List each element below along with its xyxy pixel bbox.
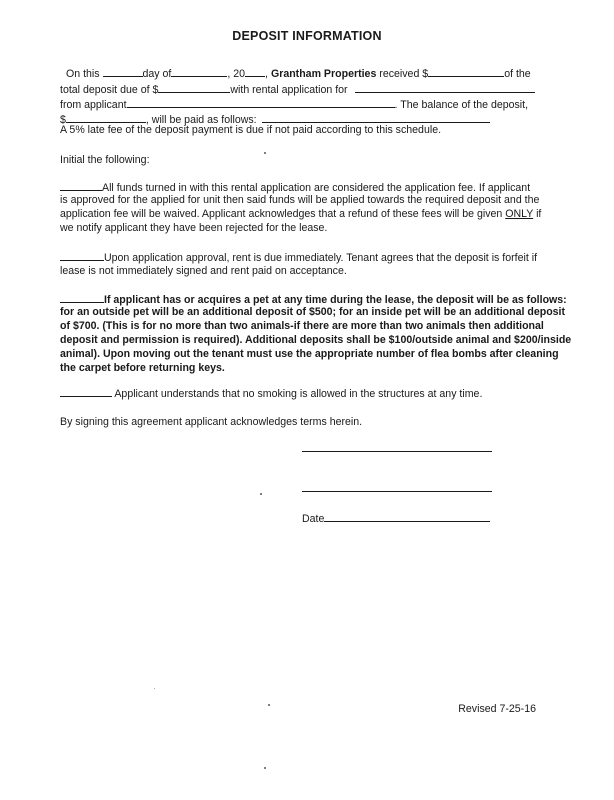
- total-deposit-blank[interactable]: [158, 82, 230, 93]
- payment-schedule-blank[interactable]: [262, 112, 490, 123]
- applicant-name-blank[interactable]: [127, 97, 395, 108]
- intro-line-1: On this day of , 20 , Grantham Properties received $ of the: [66, 68, 531, 80]
- clause-1-initial-blank[interactable]: [60, 180, 102, 191]
- received-amount-blank[interactable]: [428, 66, 504, 77]
- signing-acknowledgement: By signing this agreement applicant acknowledges terms herein.: [60, 416, 363, 428]
- only-emphasis: ONLY: [505, 208, 534, 220]
- late-fee-line: A 5% late fee of the deposit payment is due if not paid according to this schedule.: [60, 124, 442, 136]
- signature-line-1[interactable]: [302, 451, 492, 452]
- clause-3-line-4: deposit and permission is required). Additional deposits shall be $100/outside animal and $200/inside: [60, 334, 572, 346]
- scan-speck: [268, 704, 270, 706]
- balance-amount-blank[interactable]: [66, 112, 146, 123]
- year-blank[interactable]: [245, 66, 265, 77]
- document-title: DEPOSIT INFORMATION: [232, 29, 382, 43]
- intro-line-2: total deposit due of $ with rental application for: [60, 82, 535, 97]
- date-blank[interactable]: [324, 511, 490, 522]
- clause-3-line-2: for an outside pet will be an additional deposit of $500; for an inside pet will be an additional deposit: [60, 306, 566, 318]
- month-blank[interactable]: [171, 66, 227, 77]
- clause-1-line-4: we notify applicant they have been rejected for the lease.: [60, 222, 328, 234]
- initial-heading: Initial the following:: [60, 154, 150, 166]
- clause-2-line-1: Upon application approval, rent is due immediately. Tenant agrees that the deposit is forfeit if: [60, 250, 537, 265]
- clause-3-line-5: animal). Upon moving out the tenant must use the appropriate number of flea bombs after cleaning: [60, 348, 559, 360]
- scan-speck: [154, 688, 155, 689]
- clause-3-line-3: of $700. (This is for no more than two animals-if there are more than two animals then additional: [60, 320, 544, 332]
- application-for-blank[interactable]: [355, 82, 535, 93]
- revision-note: Revised 7-25-16: [458, 703, 536, 715]
- scan-speck: [260, 493, 262, 495]
- clause-4-initial-blank[interactable]: [60, 386, 112, 397]
- scan-speck: [264, 152, 266, 154]
- clause-1-line-3: application fee will be waived. Applicant acknowledges that a refund of these fees will be given ONLY if: [60, 208, 542, 220]
- clause-1-line-2: is approved for the applied for unit then said funds will be applied towards the required deposit and the: [60, 194, 540, 206]
- intro-line-3: from applicant . The balance of the deposit,: [60, 99, 529, 111]
- clause-2-line-2: lease is not immediately signed and rent paid on acceptance.: [60, 265, 347, 277]
- day-blank[interactable]: [103, 66, 143, 77]
- scan-speck: [264, 767, 266, 769]
- clause-4-line-1: Applicant understands that no smoking is allowed in the structures at any time.: [60, 386, 482, 401]
- clause-2-initial-blank[interactable]: [60, 250, 104, 261]
- clause-1-line-1: All funds turned in with this rental application are considered the application fee. If applicant: [60, 180, 530, 195]
- clause-3-initial-blank[interactable]: [60, 292, 104, 303]
- date-row: [302, 511, 490, 526]
- signature-line-2[interactable]: [302, 491, 492, 492]
- clause-3-line-6: the carpet before returning keys.: [60, 362, 225, 374]
- date-label: Date: [302, 513, 325, 525]
- intro-line-4: $ , will be paid as follows:: [60, 112, 490, 127]
- clause-3-line-1: If applicant has or acquires a pet at any time during the lease, the deposit will be as follows:: [60, 292, 567, 307]
- company-name: Grantham Properties: [270, 68, 377, 80]
